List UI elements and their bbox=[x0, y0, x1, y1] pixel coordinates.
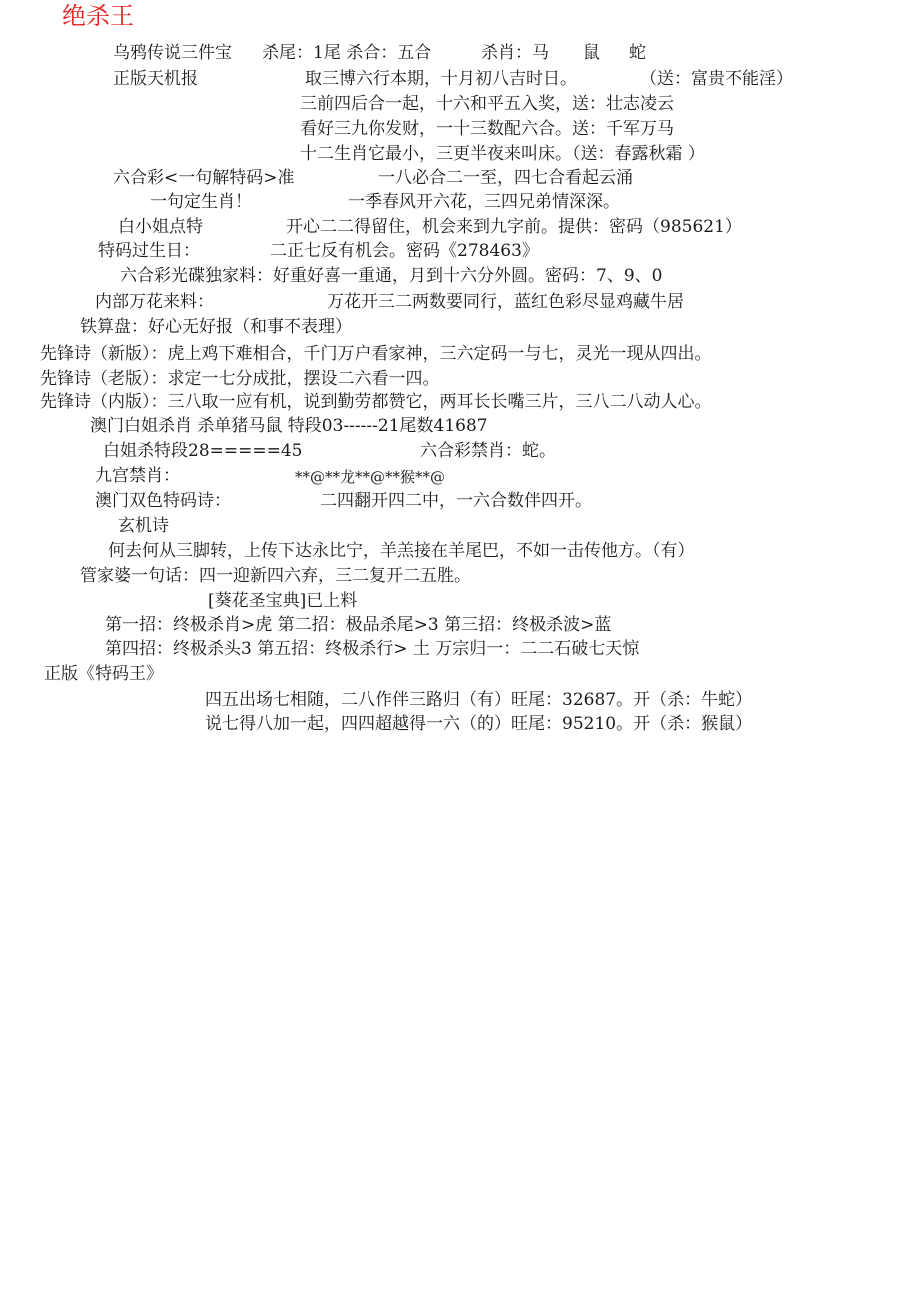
line-18-label: 九宫禁肖： bbox=[95, 466, 180, 486]
line-6-label: 六合彩<一句解特码>准 bbox=[113, 168, 295, 188]
line-19-label: 澳门双色特码诗： bbox=[95, 491, 231, 511]
page-title: 绝杀王 bbox=[62, 2, 134, 30]
line-2-label: 正版天机报 bbox=[113, 69, 198, 89]
line-17-label: 白姐杀特段28=====45 bbox=[103, 441, 303, 461]
line-3: 三前四后合一起，十六和平五入奖，送：壮志凌云 bbox=[300, 94, 674, 114]
line-9-label: 特码过生日： bbox=[98, 241, 200, 261]
line-12: 铁算盘：好心无好报（和事不表理） bbox=[80, 317, 352, 337]
line-1-title: 乌鸦传说三件宝 bbox=[113, 43, 232, 63]
line-1-snake: 蛇 bbox=[629, 43, 646, 63]
line-15: 先锋诗（内版）：三八取一应有机，说到勤劳都赞它，两耳长长嘴三片，三八二八动人心。 bbox=[40, 392, 712, 412]
line-7-text: 一季春风开六花，三四兄弟情深深。 bbox=[348, 192, 620, 212]
line-1-rat: 鼠 bbox=[583, 43, 600, 63]
line-2-text: 取三博六行本期，十月初八吉时日。 bbox=[305, 69, 577, 89]
line-20-heading: 玄机诗 bbox=[118, 516, 169, 536]
line-28: 说七得八加一起，四四超越得一六（的）旺尾：95210。开（杀：猴鼠） bbox=[205, 714, 753, 734]
line-14: 先锋诗（老版）：求定一七分成批，摆设二六看一四。 bbox=[40, 369, 440, 389]
line-24: 第一招：终极杀肖>虎 第二招：极品杀尾>3 第三招：终极杀波>蓝 bbox=[105, 615, 612, 635]
line-13: 先锋诗（新版）：虎上鸡下难相合，千门万户看家神，三六定码一与七，灵光一现从四出。 bbox=[40, 344, 712, 364]
line-7-label: 一句定生肖！ bbox=[150, 192, 252, 212]
line-4: 看好三九你发财，一十三数配六合。送：千军万马 bbox=[300, 119, 674, 139]
line-16: 澳门白姐杀肖 杀单猪马鼠 特段03------21尾数41687 bbox=[90, 416, 488, 436]
line-2-gift: （送：富贵不能淫） bbox=[640, 69, 793, 89]
line-17-text: 六合彩禁肖：蛇。 bbox=[420, 441, 556, 461]
line-11-text: 万花开三二两数要同行，蓝红色彩尽显鸡藏牛居 bbox=[327, 292, 684, 312]
line-21: 何去何从三脚转，上传下达永比宁，羊羔接在羊尾巴，不如一击传他方。（有） bbox=[108, 541, 695, 561]
line-26-heading: 正版《特码王》 bbox=[44, 664, 163, 684]
line-11-label: 内部万花来料： bbox=[95, 292, 214, 312]
line-22: 管家婆一句话：四一迎新四六弃，三二复开二五胜。 bbox=[80, 566, 471, 586]
line-6-text: 一八必合二一至，四七合看起云涌 bbox=[378, 168, 633, 188]
line-9-text: 二正七反有机会。密码《278463》 bbox=[270, 241, 539, 261]
line-1-kill: 杀尾：1尾 杀合：五合 bbox=[262, 43, 432, 63]
line-18-text: **@**龙**@**猴**@ bbox=[295, 468, 446, 486]
line-8-text: 开心二二得留住，机会来到九字前。提供：密码（985621） bbox=[286, 217, 742, 237]
line-23-heading: [葵花圣宝典]已上料 bbox=[208, 591, 358, 611]
line-10: 六合彩光碟独家料：好重好喜一重通，月到十六分外圆。密码：7、9、0 bbox=[120, 266, 663, 286]
line-25: 第四招：终极杀头3 第五招：终极杀行> 土 万宗归一：二二石破七天惊 bbox=[105, 639, 640, 659]
line-27: 四五出场七相随，二八作伴三路归（有）旺尾：32687。开（杀：牛蛇） bbox=[205, 690, 753, 710]
line-8-label: 白小姐点特 bbox=[118, 217, 203, 237]
line-5: 十二生肖它最小，三更半夜来叫床。（送：春露秋霜 ） bbox=[300, 144, 705, 164]
line-1-shengxiao: 杀肖：马 bbox=[481, 43, 549, 63]
line-19-text: 二四翻开四二中，一六合数伴四开。 bbox=[320, 491, 592, 511]
